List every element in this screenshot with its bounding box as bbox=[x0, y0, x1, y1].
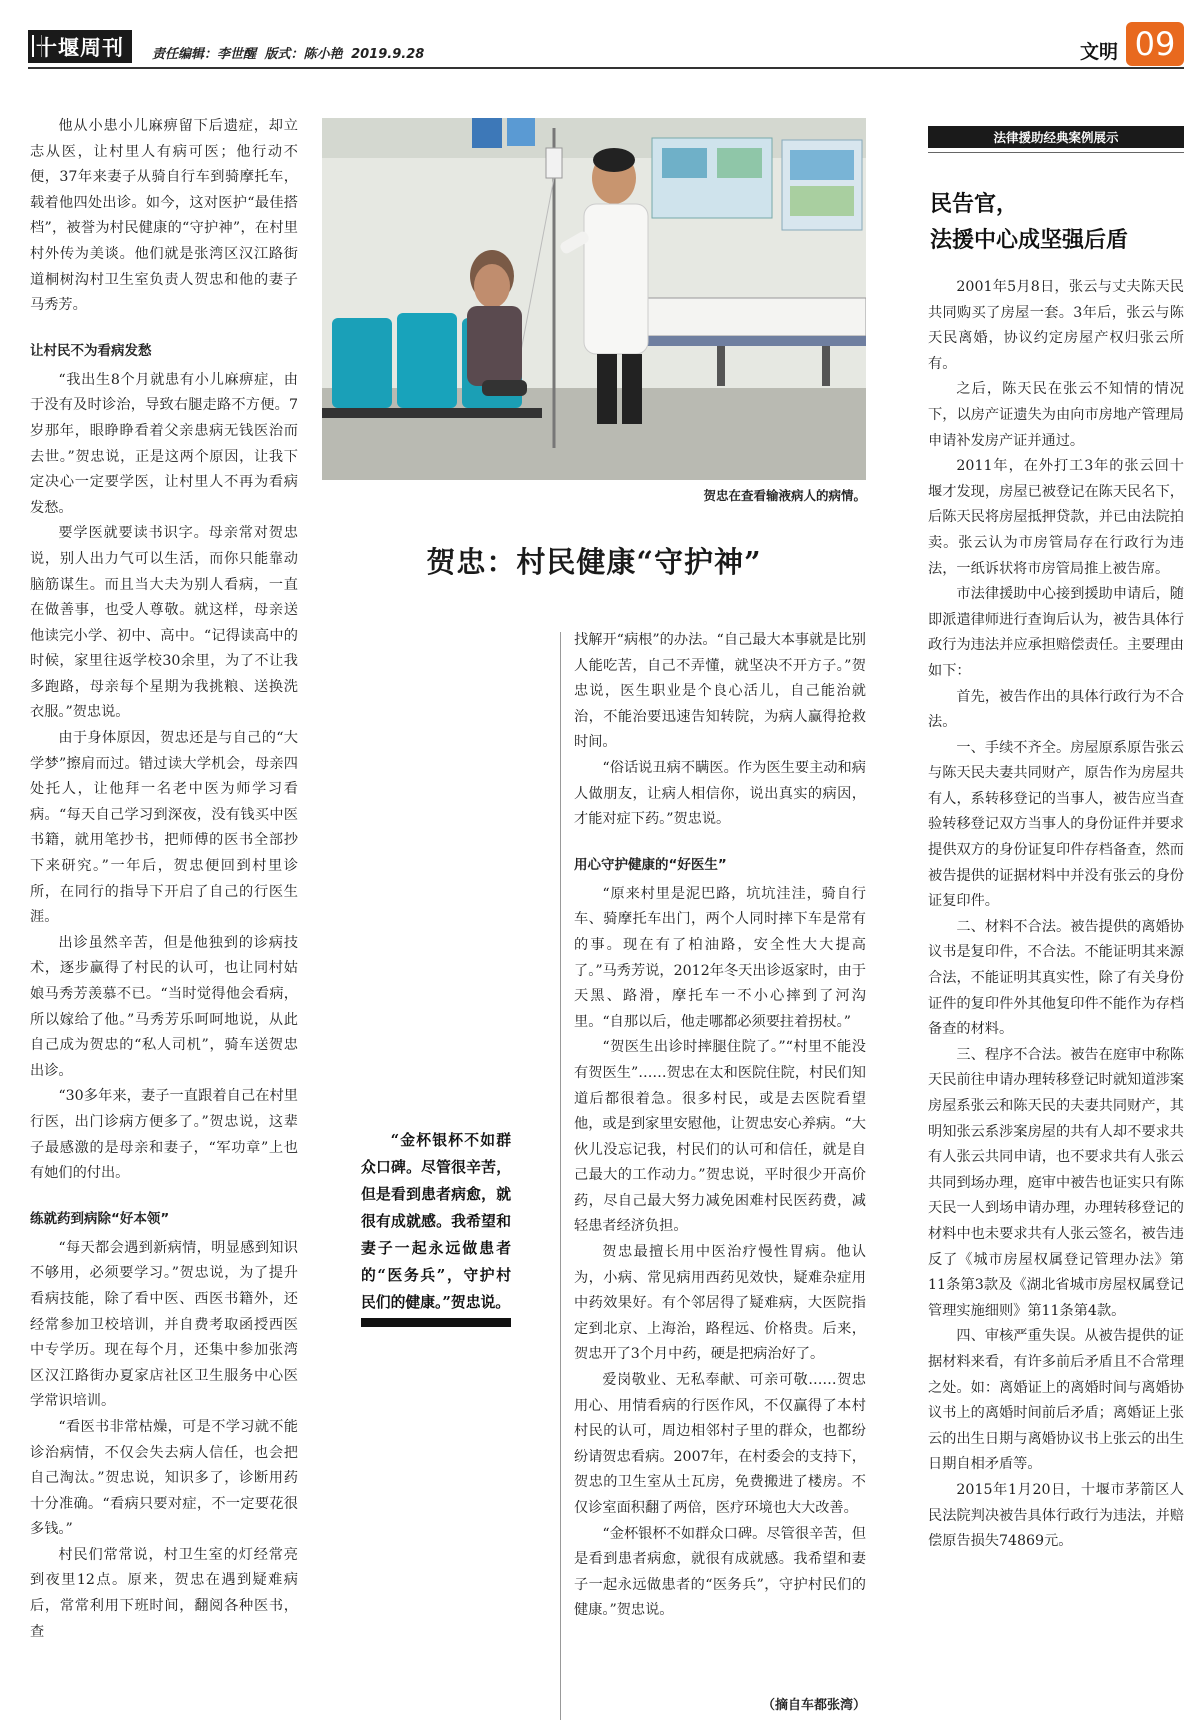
paragraph: “贺医生出诊时摔腿住院了。”“村里不能没有贺医生”……贺忠在太和医院住院，村民们知道后都很着急。很多村民，或是去医院看望他，或是到家里安慰他，让贺忠安心养病。“大伙儿没忘记我，村民们的认可和信任，就是自己最大的工作动力。”贺忠说，平时很少开高价药，尽自己最大努力减免困难村民医药费，减轻患者经济负担。 bbox=[574, 1039, 866, 1235]
subhead-2: 练就药到病除“好本领” bbox=[30, 1210, 170, 1227]
page-number: 09 bbox=[1126, 22, 1184, 66]
paragraph: 首先，被告作出的具体行政行为不合法。 bbox=[928, 688, 1184, 731]
issue-date: 2019.9.28 bbox=[351, 47, 425, 62]
paragraph: 市法律援助中心接到援助申请后，随即派遣律师进行查询后认为，被告具体行政行为违法并应承担赔偿责任。主要理由如下： bbox=[928, 586, 1184, 679]
paragraph: 贺忠最擅长用中医治疗慢性胃病。他认为，小病、常见病用西药见效快，疑难杂症用中药效果好。有个邻居得了疑难病，大医院指定到北京、上海治，路程远、价格贵。后来，贺忠开了3个月中药，硬是把病治好了。 bbox=[574, 1244, 866, 1363]
paragraph: 四、审核严重失误。从被告提供的证据材料来看，有许多前后矛盾且不合常理之处。如：离婚证上的离婚时间与离婚协议书上的离婚时间前后矛盾；离婚证上张云的出生日期与离婚协议书上张云的出生日期自相矛盾等。 bbox=[928, 1328, 1184, 1473]
layout-credit: 版式：陈小艳 bbox=[264, 47, 343, 62]
paragraph: “我出生8个月就患有小儿麻痹症，由于没有及时诊治，导致右腿走路不方便。7岁那年，眼睁睁看着父亲患病无钱医治而去世。”贺忠说，正是这两个原因，让我下定决心一定要学医，让村里人不再为看病发愁。 bbox=[30, 371, 298, 516]
clinic-scene-illustration bbox=[322, 118, 866, 480]
paragraph: “原来村里是泥巴路，坑坑洼洼，骑自行车、骑摩托车出门，两个人同时摔下车是常有的事。现在有了柏油路，安全性大大提高了。”马秀芳说，2012年冬天出诊返家时，由于天黑、路滑，摩托车一不小心摔到了河沟里。“自那以后，他走哪都必须要拄着拐杖。” bbox=[574, 885, 866, 1030]
paragraph: “30多年来，妻子一直跟着自己在村里行医，出门诊病方便多了。”贺忠说，这辈子最感激的是母亲和妻子，“军功章”上也有她们的付出。 bbox=[30, 1088, 298, 1182]
paragraph: 村民们常常说，村卫生室的灯经常亮到夜里12点。原来，贺忠在遇到疑难病后，常常利用下班时间，翻阅各种医书，查 bbox=[30, 1546, 298, 1640]
article-photo bbox=[322, 118, 866, 480]
article-column-left bbox=[30, 114, 298, 1645]
paragraph: 一、手续不齐全。房屋原系原告张云与陈天民夫妻共同财产，原告作为房屋共有人，系转移登记的当事人，被告应当查验转移登记双方当事人的身份证件并要求提供双方的身份证复印件存档备查，然而被告提供的证据材料中并没有张云的身份证复印件。 bbox=[928, 739, 1184, 910]
paragraph: 出诊虽然辛苦，但是他独到的诊病技术，逐步赢得了村民的认可，也让同村姑娘马秀芳羡慕不已。“当时觉得他会看病，所以嫁给了他。”马秀芳乐呵呵地说，从此自己成为贺忠的“私人司机”，骑车送贺忠出诊。 bbox=[30, 934, 298, 1079]
paragraph: 找解开“病根”的办法。“自己最大本事就是比别人能吃苦，自己不弄懂，就坚决不开方子。”贺忠说，医生职业是个良心活儿，自己能治就治，不能治要迅速告知转院，为病人赢得抢救时间。 bbox=[574, 632, 866, 751]
header-rule bbox=[28, 67, 1184, 69]
editor-credit: 责任编辑：李世醒 bbox=[152, 47, 257, 62]
paragraph: 三、程序不合法。被告在庭审中称陈天民前往申请办理转移登记时就知道涉案房屋系张云和陈天民的夫妻共同财产，其明知张云系涉案房屋的共有人却不要求共有人张云共同申请，也不要求共有人张云共同到场办理，庭审中被告也证实只有陈天民一人到场申请办理，办理转移登记的材料中也未要求共有人张云签名，被告违反了《城市房屋权属登记管理办法》第11条第3款及《湖北省城市房屋权属登记管理实施细则》第11条第4款。 bbox=[928, 1046, 1184, 1319]
article-headline: 贺忠：村民健康“守护神” bbox=[426, 545, 762, 579]
sidebar-tag: 法律援助经典案例展示 bbox=[928, 126, 1184, 148]
paragraph: 之后，陈天民在张云不知情的情况下，以房产证遗失为由向市房地产管理局申请补发房产证并通过。 bbox=[928, 381, 1184, 449]
pull-quote: “金杯银杯不如群众口碑。尽管很辛苦，但是看到患者病愈，就很有成就感。我希望和妻子一起永远做患者的“医务兵”，守护村民们的健康。”贺忠说。 bbox=[361, 1132, 511, 1311]
section-name: 文明 bbox=[1079, 41, 1118, 63]
article-source: （摘自车都张湾） bbox=[761, 1698, 866, 1713]
sidebar-column bbox=[928, 275, 1184, 1555]
paragraph: 2011年，在外打工3年的张云回十堰才发现，房屋已被登记在陈天民名下，后陈天民将房屋抵押贷款，并已由法院拍卖。张云认为市房管局存在行政行为违法，一纸诉状将市房管局推上被告席。 bbox=[928, 458, 1184, 577]
paragraph: “俗话说丑病不瞒医。作为医生要主动和病人做朋友，让病人相信你，说出真实的病因，才能对症下药。”贺忠说。 bbox=[574, 759, 866, 828]
subhead-1: 让村民不为看病发愁 bbox=[30, 342, 152, 359]
paragraph: 2015年1月20日，十堰市茅箭区人民法院判决被告具体行政行为违法，并赔偿原告损失74869元。 bbox=[928, 1481, 1184, 1550]
paragraph: “看医书非常枯燥，可是不学习就不能诊治病情，不仅会失去病人信任，也会把自己淘汰。”贺忠说，知识多了，诊断用药十分准确。“看病只要对症，不一定要花很多钱。” bbox=[30, 1418, 298, 1538]
subhead-3: 用心守护健康的“好医生” bbox=[574, 856, 727, 873]
pull-quote-bar bbox=[361, 1318, 511, 1327]
photo-caption: 贺忠在查看输液病人的病情。 bbox=[703, 488, 866, 503]
paragraph: 由于身体原因，贺忠还是与自己的“大学梦”擦肩而过。错过读大学机会，母亲四处托人，让他拜一名老中医为师学习看病。“每天自己学习到深夜，没有钱买中医书籍，就用笔抄书，把师傅的医书全部抄下来研究。”一年后，贺忠便回到村里诊所，在同行的指导下开启了自己的行医生涯。 bbox=[30, 730, 298, 926]
paragraph: 2001年5月8日，张云与丈夫陈天民共同购买了房屋一套。3年后，张云与陈天民离婚，协议约定房屋产权归张云所有。 bbox=[928, 279, 1184, 372]
article-intro: 他从小患小儿麻痹留下后遗症，却立志从医，让村里人有病可医；他行动不便，37年来妻子从骑自行车到骑摩托车，载着他四处出诊。如今，这对医护“最佳搭档”，被誉为村民健康的“守护神”，在村里村外传为美谈。他们就是张湾区汉江路街道桐树沟村卫生室负责人贺忠和他的妻子马秀芳。 bbox=[30, 118, 298, 314]
article-column-middle bbox=[574, 628, 866, 1624]
sidebar-title-line1: 民告官， bbox=[930, 191, 1019, 217]
paragraph: 二、材料不合法。被告提供的离婚协议书是复印件，不合法。不能证明其来源合法，不能证明其真实性，除了有关身份证件的复印件外其他复印件不能作为存档备查的材料。 bbox=[928, 918, 1184, 1038]
sidebar-title-line2: 法援中心成坚强后盾 bbox=[930, 227, 1129, 253]
paragraph: 爱岗敬业、无私奉献、可亲可敬……贺忠用心、用情看病的行医作风，不仅赢得了本村村民的认可，周边相邻村子里的群众，也都纷纷请贺忠看病。2007年，在村委会的支持下，贺忠的卫生室从土瓦房，免费搬进了楼房。不仅诊室面积翻了两倍，医疗环境也大大改善。 bbox=[574, 1372, 866, 1516]
paragraph: “每天都会遇到新病情，明显感到知识不够用，必须要学习。”贺忠说，为了提升看病技能，除了看中医、西医书籍外，还经常参加卫校培训，并自费考取函授西医中专学历。现在每个月，还集中参加张湾区汉江路街办夏家店社区卫生服务中心医学常识培训。 bbox=[30, 1239, 298, 1410]
column-divider bbox=[560, 632, 561, 1720]
paragraph: 要学医就要读书识字。母亲常对贺忠说，别人出力气可以生活，而你只能靠动脑筋谋生。而且当大夫为别人看病，一直在做善事，也受人尊敬。就这样，母亲送他读完小学、初中、高中。“记得读高中的时候，家里往返学校30余里，为了不让我多跑路，母亲每个星期为我挑粮、送换洗衣服。”贺忠说。 bbox=[30, 525, 298, 721]
sidebar-tag-rule bbox=[928, 152, 1184, 153]
paragraph: “金杯银杯不如群众口碑。尽管很辛苦，但是看到患者病愈，就很有成就感。我希望和妻子一起永远做患者的“医务兵”，守护村民们的健康。”贺忠说。 bbox=[574, 1525, 866, 1619]
header-meta bbox=[152, 43, 428, 62]
sidebar-title bbox=[930, 186, 1184, 258]
masthead-logo: 十堰周刊 bbox=[28, 30, 132, 63]
